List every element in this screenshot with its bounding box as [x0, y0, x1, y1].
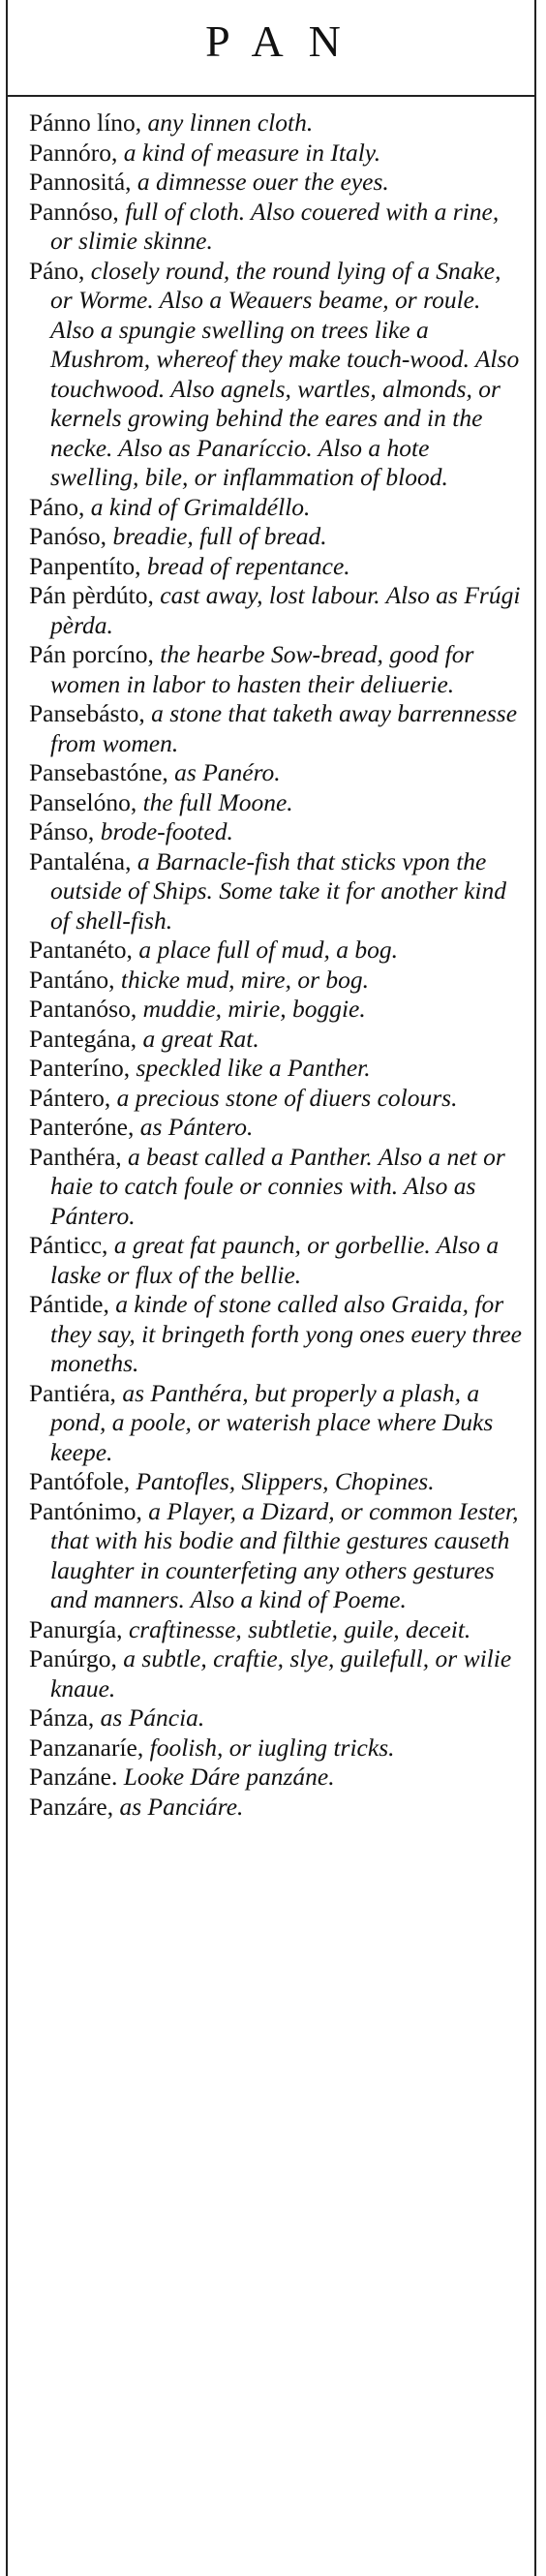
entry-headword: Panteróne,	[29, 1113, 140, 1141]
entry-headword: Pannóro,	[29, 138, 124, 167]
dictionary-entry	[29, 1054, 523, 1084]
entry-headword: Pantanóso,	[29, 995, 143, 1023]
dictionary-entry	[29, 817, 523, 847]
entry-list	[29, 108, 523, 1822]
entry-definition: a kinde of stone called also Graida, for they say, it bringeth forth yong ones euery three moneths.	[50, 1290, 522, 1377]
entry-definition: as Panthéra, but properly a plash, a pond, a poole, or waterish place where Duks keepe.	[50, 1378, 494, 1466]
entry-headword: Pantáno,	[29, 965, 121, 994]
dictionary-entry	[29, 640, 523, 699]
entry-headword: Pantiéra,	[29, 1378, 123, 1407]
entry-headword: Pán porcíno,	[29, 640, 161, 668]
dictionary-entry	[29, 1497, 523, 1615]
entry-headword: Pántide,	[29, 1290, 116, 1318]
entry-headword: Pán pèrdúto,	[29, 581, 161, 609]
entry-definition: the full Moone.	[142, 787, 293, 816]
entry-headword: Panurgía,	[29, 1614, 129, 1643]
dictionary-entry	[29, 1703, 523, 1733]
entry-headword: Panthéra,	[29, 1142, 128, 1171]
entry-headword: Pánza,	[29, 1703, 101, 1732]
dictionary-entry	[29, 1467, 523, 1497]
dictionary-entry	[29, 552, 523, 582]
dictionary-entry	[29, 1143, 523, 1232]
entry-definition: speckled like a Panther.	[136, 1054, 371, 1082]
entry-headword: Pansebastóne,	[29, 758, 175, 786]
dictionary-entry	[29, 1615, 523, 1645]
left-border-rule	[6, 0, 8, 2576]
entry-headword: Páno,	[29, 492, 91, 521]
dictionary-entry	[29, 758, 523, 788]
dictionary-entry	[29, 699, 523, 758]
entry-headword: Pánno líno,	[29, 108, 148, 137]
entry-headword: Pansebásto,	[29, 699, 152, 727]
entry-headword: Panzáre,	[29, 1792, 120, 1821]
right-border-rule	[534, 0, 536, 2576]
dictionary-entry	[29, 581, 523, 640]
entry-definition: Pantofles, Slippers, Chopines.	[136, 1467, 435, 1495]
dictionary-entry	[29, 168, 523, 198]
entry-definition: any linnen cloth.	[147, 108, 314, 137]
dictionary-entry	[29, 966, 523, 996]
dictionary-entry	[29, 493, 523, 523]
entry-definition: as Pántero.	[139, 1113, 254, 1141]
entry-definition: a dimnesse ouer the eyes.	[136, 168, 389, 196]
entry-headword: Pantegána,	[29, 1024, 143, 1053]
dictionary-entry	[29, 1644, 523, 1703]
dictionary-entry	[29, 1113, 523, 1143]
entry-headword: Panteríno,	[29, 1054, 136, 1082]
dictionary-entry	[29, 1379, 523, 1468]
dictionary-entry	[29, 1231, 523, 1290]
entry-definition: as Panciáre.	[119, 1792, 244, 1821]
dictionary-entry	[29, 1793, 523, 1823]
page-header: PAN	[205, 16, 366, 66]
dictionary-entry	[29, 1290, 523, 1379]
entry-definition: breadie, full of bread.	[112, 522, 327, 550]
entry-headword: Pantanéto,	[29, 935, 139, 964]
entry-definition: full of cloth. Also couered with a rine, or slimie skinne.	[50, 197, 500, 255]
entry-headword: Panúrgo,	[29, 1644, 124, 1672]
entry-headword: Panóso,	[29, 522, 113, 550]
dictionary-entry	[29, 1733, 523, 1763]
dictionary-entry	[29, 1084, 523, 1114]
entry-headword: Pannositá,	[29, 168, 137, 196]
entry-definition: as Páncia.	[100, 1703, 205, 1732]
entry-definition: brode-footed.	[100, 817, 233, 845]
entry-headword: Pánso,	[29, 817, 101, 845]
dictionary-entry	[29, 138, 523, 169]
dictionary-entry	[29, 257, 523, 493]
entry-definition: muddie, mirie, boggie.	[142, 995, 366, 1023]
entry-headword: Panpentíto,	[29, 551, 147, 580]
header-divider	[6, 95, 536, 97]
entry-definition: a beast called a Panther. Also a net or haie to catch foule or connies with. Also as Pántero.	[50, 1142, 505, 1230]
entry-definition: bread of repentance.	[146, 551, 350, 580]
entry-definition: a place full of mud, a bog.	[138, 935, 399, 964]
entry-headword: Panzanaríe,	[29, 1733, 150, 1762]
entry-definition: as Panéro.	[174, 758, 281, 786]
entry-definition: a great fat paunch, or gorbellie. Also a laske or flux of the bellie.	[50, 1231, 500, 1289]
entry-headword: Páno,	[29, 256, 91, 285]
entry-definition: a kind of measure in Italy.	[123, 138, 381, 167]
entry-headword: Pantaléna,	[29, 846, 137, 875]
entry-definition: thicke mud, mire, or bog.	[120, 965, 370, 994]
entry-headword: Pantófole,	[29, 1467, 136, 1495]
dictionary-entry	[29, 847, 523, 936]
dictionary-entry	[29, 1025, 523, 1055]
entry-definition: a Player, a Dizard, or common Iester, that with his bodie and filthie gestures causeth laughter in counterfeting any others gestures and manners. Also a kind of Poeme.	[50, 1496, 519, 1613]
entry-definition: Looke Dáre panzáne.	[123, 1763, 335, 1791]
entry-headword: Pánticc,	[29, 1231, 114, 1259]
entry-headword: Pannóso,	[29, 197, 126, 226]
entry-headword: Pántero,	[29, 1083, 117, 1112]
entry-definition: craftinesse, subtletie, guile, deceit.	[128, 1614, 471, 1643]
entry-headword: Panselóno,	[29, 787, 143, 816]
dictionary-entry	[29, 108, 523, 138]
entry-headword: Panzáne.	[29, 1763, 124, 1791]
entry-definition: closely round, the round lying of a Snake, or Worme. Also a Weauers beame, or roule. Also a spungie swelling on trees like a Mushrom, whereof they make touch-wood. Also touchwood. Also agnels, wartles, almonds, or kernels growing behind the eares and in the necke. Also as Panaríccio. Also a hote swelling, bile, or inflammation of blood.	[50, 256, 520, 491]
entry-definition: the hearbe Sow-bread, good for women in labor to hasten their deliuerie.	[50, 640, 474, 698]
entry-definition: foolish, or iugling tricks.	[149, 1733, 395, 1762]
entry-definition: cast away, lost labour. Also as Frúgi pèrda.	[50, 581, 521, 639]
dictionary-entry	[29, 935, 523, 966]
dictionary-entry	[29, 198, 523, 257]
dictionary-entry	[29, 522, 523, 552]
entry-definition: a kind of Grimaldéllo.	[90, 492, 311, 521]
entry-definition: a subtle, craftie, slye, guilefull, or wilie knaue.	[50, 1644, 512, 1702]
dictionary-entry	[29, 788, 523, 818]
entry-definition: a Barnacle-fish that sticks vpon the outside of Ships. Some take it for another kind of shell-fish.	[50, 846, 506, 935]
dictionary-entry	[29, 1763, 523, 1793]
entry-definition: a great Rat.	[142, 1024, 259, 1053]
entry-definition: a precious stone of diuers colours.	[116, 1083, 458, 1112]
entry-definition: a stone that taketh away barrennesse from women.	[50, 699, 518, 757]
dictionary-entry	[29, 995, 523, 1025]
entry-headword: Pantónimo,	[29, 1496, 149, 1525]
